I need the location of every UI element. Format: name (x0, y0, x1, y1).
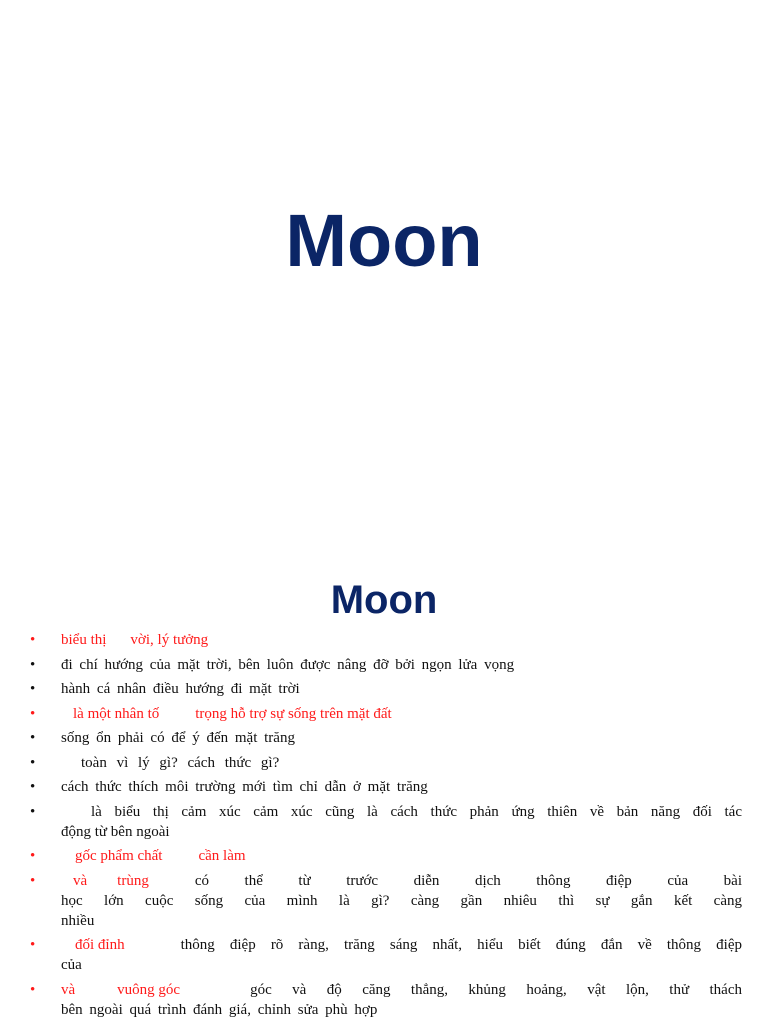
item-text: là biểu thị cảm xúc cảm xúc cũng là cách thức phản ứng thiên về bản năng đối tác (91, 803, 742, 820)
item-text: đối đỉnh (75, 937, 125, 953)
bullet-dot: • (30, 730, 36, 746)
list-item (30, 871, 742, 931)
bullet-dot: • (30, 656, 36, 673)
item-text: là một nhân tố (73, 705, 160, 722)
slide-title: Moon (285, 199, 483, 282)
item-text: cách thức thích môi trường mới tìm chỉ dẫn ở mặt trăng (61, 779, 428, 795)
bullet-dot: • (30, 779, 36, 795)
item-text: biểu thị (61, 632, 107, 648)
item-text: góc và độ căng thẳng, khủng hoảng, vật lộn, thử thách (250, 981, 742, 998)
item-text: trùng (117, 872, 149, 889)
bullet-dot: • (30, 803, 36, 820)
item-text: vuông góc (117, 981, 181, 998)
list-item (30, 802, 742, 842)
item-text: và (61, 981, 76, 998)
bullet-list (30, 630, 742, 1024)
item-text: sống ổn phải có để ý đến mặt trăng (61, 730, 295, 746)
list-item (30, 980, 742, 1020)
content-slide (0, 548, 768, 1024)
list-item (30, 753, 742, 773)
list-item (30, 704, 742, 724)
item-text: đi chí hướng của mặt trời, bên luôn được nâng đỡ bởi ngọn lửa vọng (61, 656, 515, 673)
item-text: học lớn cuộc sống của mình là gì? càng gần nhiêu thì sự gắn kết càng (61, 892, 742, 909)
item-text: gốc phẩm chất (75, 848, 163, 864)
content-title: Moon (330, 578, 438, 622)
item-text: cần làm (198, 848, 246, 864)
list-item (30, 777, 742, 797)
item-text: của (61, 957, 82, 973)
bullet-dot: • (30, 754, 36, 771)
bullet-dot: • (30, 681, 36, 697)
bullet-dot: • (30, 705, 36, 722)
list-item (30, 679, 742, 699)
item-text: thông điệp rõ ràng, trăng sáng nhất, hiểu biết đúng đắn về thông điệp (180, 937, 742, 953)
bullet-dot: • (30, 848, 36, 864)
item-text: bên ngoài quá trình đánh giá, chỉnh sửa phù hợp (61, 1001, 378, 1018)
item-text: và (73, 872, 88, 889)
item-text: hành cá nhân điều hướng đi mặt trời (61, 681, 300, 697)
list-item (30, 846, 742, 866)
item-text: nhiều (61, 912, 95, 929)
bullet-dot: • (30, 632, 36, 648)
item-text: có thể từ trước diễn dịch thông điệp của bài (194, 872, 742, 889)
bullet-dot: • (30, 872, 36, 889)
list-item (30, 655, 742, 675)
list-item (30, 728, 742, 748)
list-item (30, 630, 742, 650)
item-text: vời, lý tưởng (130, 632, 209, 648)
item-text: trọng hỗ trợ sự sống trên mặt đất (195, 705, 392, 722)
item-text: động từ bên ngoài (61, 823, 170, 840)
bullet-dot: • (30, 981, 36, 998)
list-item (30, 935, 742, 975)
bullet-dot: • (30, 937, 36, 953)
item-text: toàn vì lý gì? cách thức gì? (81, 754, 280, 771)
